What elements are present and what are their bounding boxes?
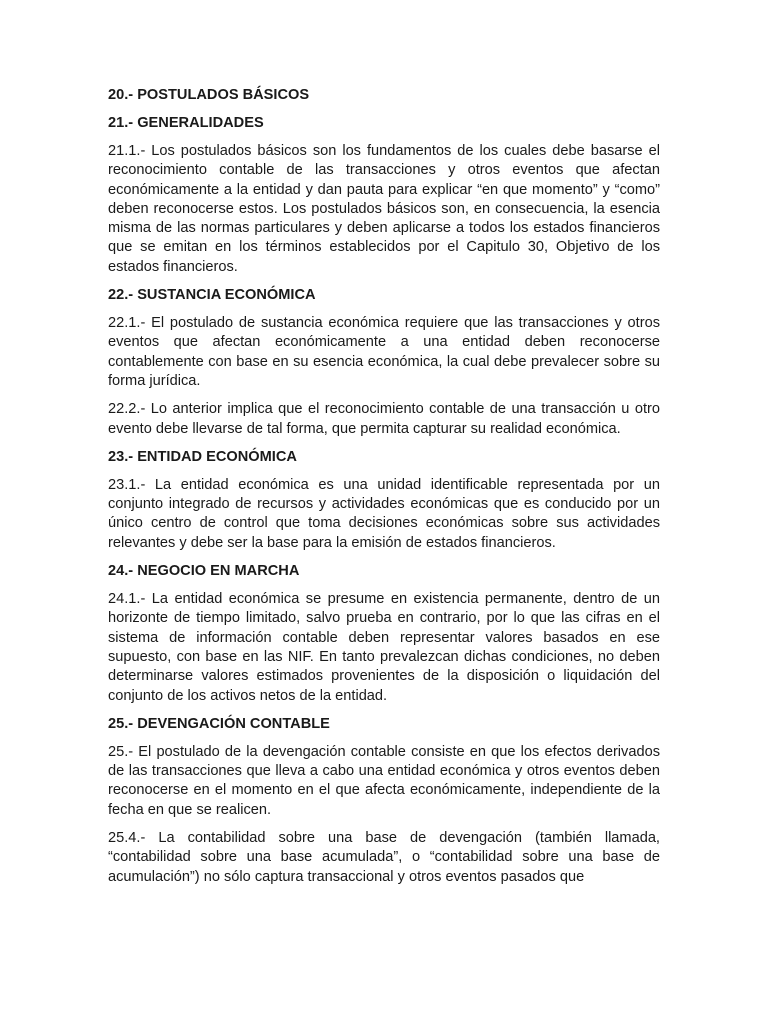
paragraph-23-1: 23.1.- La entidad económica es una unidad identificable representada por un conjunto integrado de recursos y actividades económicas que es conducido por un único centro de control que toma decisiones económicas sobre sus actividades relevantes y debe ser la base para la emisión de estados financieros. <box>108 476 660 551</box>
paragraph-24-1: 24.1.- La entidad económica se presume en existencia permanente, dentro de un horizonte de tiempo limitado, salvo prueba en contrario, por lo que las cifras en el sistema de información contable deben representar valores basados en ese supuesto, con base en las NIF. En tanto prevalezcan dichas condiciones, no deben determinarse valores estimados provenientes de la disposición o liquidación del conjunto de los activos netos de la entidad. <box>108 591 660 704</box>
paragraph-25-4: 25.4.- La contabilidad sobre una base de devengación (también llamada, “contabilidad sobre una base acumulada”, o “contabilidad sobre una base de acumulación”) no sólo captura transaccional y otros eventos pasados que <box>108 830 660 885</box>
section-heading-25: 25.- DEVENGACIÓN CONTABLE <box>108 715 330 732</box>
section-heading-23: 23.- ENTIDAD ECONÓMICA <box>108 448 297 465</box>
section-heading-20: 20.- POSTULADOS BÁSICOS <box>108 87 310 103</box>
paragraph-22-2: 22.2.- Lo anterior implica que el reconocimiento contable de una transacción u otro evento debe llevarse de tal forma, que permita capturar su realidad económica. <box>108 401 660 437</box>
paragraph-21-1: 21.1.- Los postulados básicos son los fundamentos de los cuales debe basarse el reconocimiento contable de las transacciones y otros eventos que afectan económicamente a la entidad y dan pauta para explicar “en que momento” y “como” deben reconocerse estos. Los postulados básicos son, en consecuencia, la esencia misma de las normas particulares y deben aplicarse a todos los estados financieros que se emitan en los términos establecidos por el Capitulo 30, Objetivo de los estados financieros. <box>108 143 660 275</box>
section-heading-22: 22.- SUSTANCIA ECONÓMICA <box>108 287 316 304</box>
paragraph-25: 25.- El postulado de la devengación contable consiste en que los efectos derivados de las transacciones que lleva a cabo una entidad económica y otros eventos deben reconocerse en el momento en el que afecta económicamente, independiente de la fecha en que se realicen. <box>108 743 660 818</box>
document-page <box>108 86 660 896</box>
section-heading-24: 24.- NEGOCIO EN MARCHA <box>108 563 300 580</box>
paragraph-22-1: 22.1.- El postulado de sustancia económica requiere que las transacciones y otros eventos que afectan económicamente a una entidad deben reconocerse contablemente con base en su esencia económica, la cual debe prevalecer sobre su forma jurídica. <box>108 315 660 389</box>
section-heading-21: 21.- GENERALIDADES <box>108 115 264 131</box>
